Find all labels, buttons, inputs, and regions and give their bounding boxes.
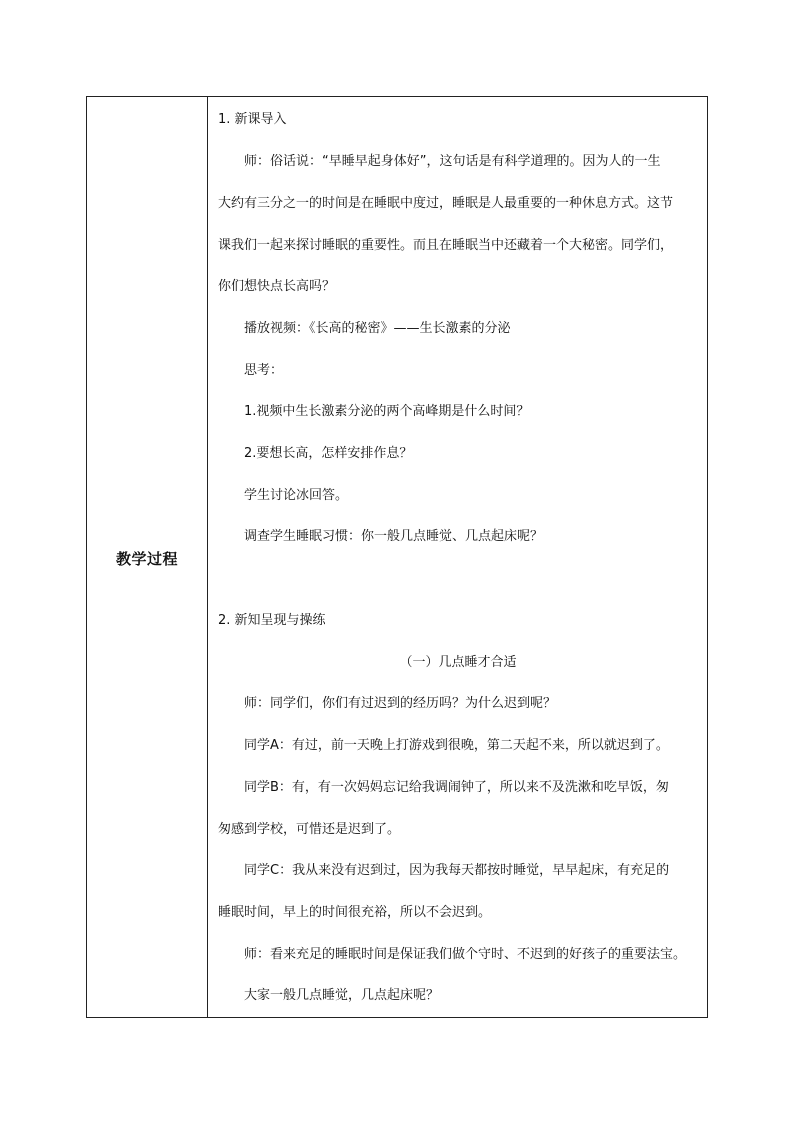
paragraph-line: 同学B：有，有一次妈妈忘记给我调闹钟了，所以来不及洗漱和吃早饭，匆	[244, 780, 669, 795]
paragraph-line: 同学C：我从来没有迟到过，因为我每天都按时睡觉，早早起床，有充足的	[244, 863, 670, 878]
paragraph-line: 学生讨论冰回答。	[244, 488, 349, 503]
row-label: 教学过程	[115, 550, 178, 568]
paragraph-line: 师：看来充足的睡眠时间是保证我们做个守时、不迟到的好孩子的重要法宝。	[244, 947, 687, 962]
paragraph-line: 同学A：有过，前一天晚上打游戏到很晚，第二天起不来，所以就迟到了。	[244, 738, 669, 753]
paragraph-line: 睡眠时间，早上的时间很充裕，所以不会迟到。	[218, 905, 492, 920]
paragraph-line: 2.要想长高，怎样安排作息？	[244, 446, 413, 461]
paragraph-line: 播放视频：《长高的秘密》——生长激素的分泌	[244, 321, 511, 336]
paragraph-line: 师：俗话说：“早睡早起身体好”，这句话是有科学道理的。因为人的一生	[244, 154, 661, 169]
paragraph-line: 你们想快点长高吗？	[218, 279, 336, 294]
paragraph-line: 思考：	[244, 363, 284, 378]
paragraph-line: 匆感到学校，可惜还是迟到了。	[218, 822, 401, 837]
content-cell	[208, 97, 708, 1017]
paragraph-line: 师：同学们，你们有过迟到的经历吗？为什么迟到呢？	[244, 696, 557, 711]
section-heading-new-knowledge: 2. 新知呈现与操练	[218, 613, 326, 628]
section-heading-intro: 1. 新课导入	[218, 112, 287, 127]
paragraph-line: 调查学生睡眠习惯：你一般几点睡觉、几点起床呢？	[244, 529, 544, 544]
subsection-heading: （一）几点睡才合适	[399, 655, 517, 670]
lesson-plan-table	[86, 96, 708, 1018]
paragraph-line: 1.视频中生长激素分泌的两个高峰期是什么时间？	[244, 404, 530, 419]
row-label-cell	[87, 97, 207, 1017]
paragraph-line: 大约有三分之一的时间是在睡眠中度过，睡眠是人最重要的一种休息方式。这节	[218, 196, 674, 211]
paragraph-line: 课我们一起来探讨睡眠的重要性。而且在睡眠当中还藏着一个大秘密。同学们，	[218, 238, 674, 253]
paragraph-line: 大家一般几点睡觉，几点起床呢？	[244, 988, 440, 1003]
